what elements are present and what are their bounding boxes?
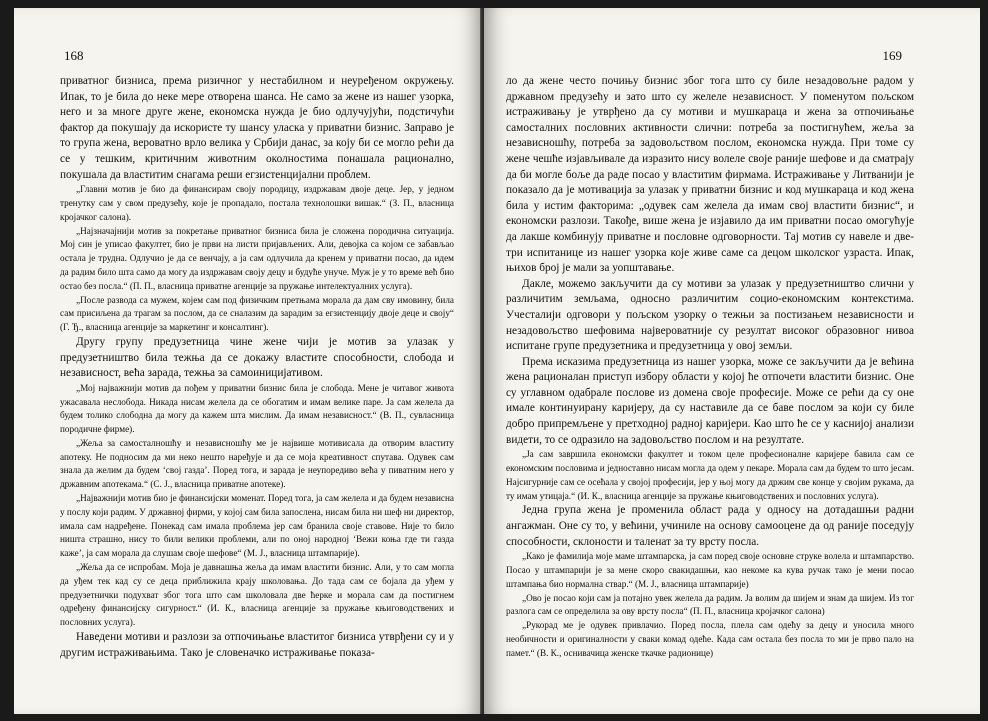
left-page-text [60,74,454,661]
quote-paragraph: „Најважнији мотив био је финансијски моменат. Поред тога, ја сам желела и да будем независна у послу који радим. У државној фирми, у којој сам била запослена, нисам била ни шеф ни директор, имала сам надређене. Понекад сам имала проблема јер сам бранила своје ставове. Није то било ништа страшно, нису то били велики проблеми, али по оној народној ‘Вежи коња где ти газда каже’, ја сам морала да слушам своје шефове“ (М. Ј., власница штампарије). [60,493,454,559]
quote-paragraph: „Главни мотив је био да финансирам своју породицу, издржавам двоје деце. Јер, у једном тренутку сам у свом предузећу, које је пропадало, постала технолошки вишак.“ (З. П., власница кројачког салона). [60,184,454,222]
quote-paragraph: „Ја сам завршила економски факултет и током целе професионалне каријере бавила сам се економским пословима и једноставно нисам могла да одем у пекаре. Морала сам да будем то што јесам. Најсигурније сам се осећала у својој професији, јер у њој могу да држим све конце у својим рукама, да ту имам утицаја.“ (И. К., власница агенције за пружање књиговодствених и пословних услуга). [506,449,914,501]
quote-paragraph: „Жеља за самосталношћу и независношћу ме је највише мотивисала да отворим властиту апотеку. Не подносим да ми неко нешто наређује и да се моја креативност спутава. Одувек сам знала да желим да будем ‘свој газда’. Поред тога, и зарада је неупоредиво већа у пиватним него у државним апотекама.“ (С. Ј., власница приватне апотеке). [60,437,454,490]
quote-paragraph: „Најзначајнији мотив за покретање приватног бизниса била је сложена породична ситуација. Мој син је уписао факултет, био је први на листи пријављених. Али, девојка са којом се забављао остала је трудна. Одлучио је да се венчају, а ја сам одлучила да кренем у приватни посао, да идем да радим било шта само да могу да издржавам своју децу и будуће унуче. Муж је у то време већ био остао без посла.“ (П. П., власница приватне агенције за пружање интелектуалних услуга). [60,225,454,291]
quote-paragraph: „Ово је посао који сам ја потајно увек желела да радим. Ја волим да шијем и знам да шијем. Из тог разлога сам се определила за ову врсту посла“ (П. П., власница кројачког салона) [506,592,914,617]
page-number-right: 169 [882,48,902,63]
quote-paragraph: „Како је фамилија моје маме штампарска, ја сам поред своје основне струке волела и штампарство. Посао у штампарији је за мене скоро свакидашњи, као некоме ка кува ручак тако је мени посао штампања био нормална ствар.“ (М. Ј., власница штампарије) [506,551,914,589]
right-page-text [506,74,914,661]
body-paragraph: Другу групу предузетница чине жене чији је мотив за улазак у предузетништво била тежња да се докажу властите способности, слобода и независност, већа зарада, тежња за самоиницијативом. [60,335,454,380]
body-paragraph: Једна група жена је променила област рада у односу на дотадашњи радни ангажман. Оне су то, у већини, учиниле на основу самооцене да од раније поседују способности, склоности и таленат за ту врсту посла. [506,504,914,548]
quote-paragraph: „Мој најважнији мотив да пођем у приватни бизнис била је слобода. Мене је читавог живота ужасавала неслобода. Никада нисам желела да се обогатим и имам велике паре. Ја сам желела да будем толико слободна да могу да кажем шта мислим. Да имам независност.“ (В. П., сувласница породичне фирме). [60,382,454,435]
quote-paragraph: „Жеља да се испробам. Моја је давнашња жеља да имам властити бизнис. Али, у то сам могла да уђем тек кад су се деца приближила крају школовања. До тада сам се бојала да уђем у предузетнички подухват због тога што сам школовала две ћерке и морала сам да постигнем одређену финансијску сигурност.“ (И. К., власница агенције за пружање књиговодствених и пословних услуга). [60,562,454,628]
page-number-left: 168 [64,48,84,63]
quote-paragraph: „Рукорад ме је одувек привлачио. Поред посла, плела сам одећу за децу и уносила много необичности и оригиналности у сваки комад одеће. Када сам остала без посла то ми је прво пало на памет.“ (В. К., оснивачица женске ткачке радионице) [506,620,914,658]
quote-paragraph: „После развода са мужем, којем сам под физичким претњама морала да дам сву имовину, била сам присиљена да трагам за послом, да се сналазим да зарадим за егзистенцију двоје деце и своју“ (Г. Ђ., власница агенције за маркетинг и консалтинг). [60,294,454,333]
left-page [14,8,482,714]
body-paragraph: приватног бизниса, према ризичног у нестабилном и неуређеном окружењу. Ипак, то је била до неке мере отворена шанса. Не само за жене из нашег узорка, него и за многе друге жене, економска нужда је био одлучујући, подстичући фактор да покушају да искористе ту шансу уласка у приватни бизнис. Заправо је то група жена, вероватно врло велика у Србији данас, за коју би се могло рећи да се у тешким, критичним животним околностима понашала рационално, покушала да властитим снагама реши егзистенцијални проблем. [60,75,454,181]
body-paragraph: Дакле, можемо закључити да су мотиви за улазак у предузетништво слични у различитим земљама, односно различитим социо-економским контекстима. Учесталији одговори у пољском узорку о тежњи за постизањем независности и незадовољство шефовима највероватније су резултат високог образовног нивоа испитане групе предузетника и предузетница у овој земљи. [506,277,914,353]
body-paragraph: Наведени мотиви и разлози за отпочињање властитог бизниса утврђени су и у другим истраживањима. Тако је словеначко истраживање показа- [60,631,454,659]
right-page [484,8,980,714]
body-paragraph: ло да жене често почињу бизнис због тога што су биле незадовољне радом у државном предузећу и зато што су желеле независност. У поменутом пољском истраживању је утврђено да су мотиви и мушкараца и жена за отпочињање самосталних пословних активности слични: потреба за постигнућем, жеља за независношћу, потреба за задовољством послом, економска нужда. При томе су жене чешће изјављивале да изразито нису волеле своје раније шефове и да сматрају да би могле боље да раде посао у властитим фирмама. Истраживање у Литванији је показало да је мотивација за улазак у приватни бизнис и код мушкараца и код жена била у истим факторима: „одувек сам желела да имам свој властити бизнис“, и економски разлози. Такође, више жена је изјавило да им приватни посао омогућује да лакше комбинују приватне и пословне одговорности. Тај мотив су навеле и две-три испитанице из нашег узорка које живе саме са децом школског узраста. Ипак, њихов број је мали за уопштавање. [506,75,914,275]
body-paragraph: Према исказима предузетница из нашег узорка, може се закључити да је већина жена рационалан приступ избору области у којој ће отпочети властити бизнис. Оне су углавном одабрале послове из домена своје професије. Може се рећи да су оне имале континуирану каријеру, да су наставиле да се баве послом за који су биле добро припремљене у претходној радној каријери. Као што ће се у каснијој анализи видети, то се одразило на задовољство послом и на резултате. [506,355,914,446]
